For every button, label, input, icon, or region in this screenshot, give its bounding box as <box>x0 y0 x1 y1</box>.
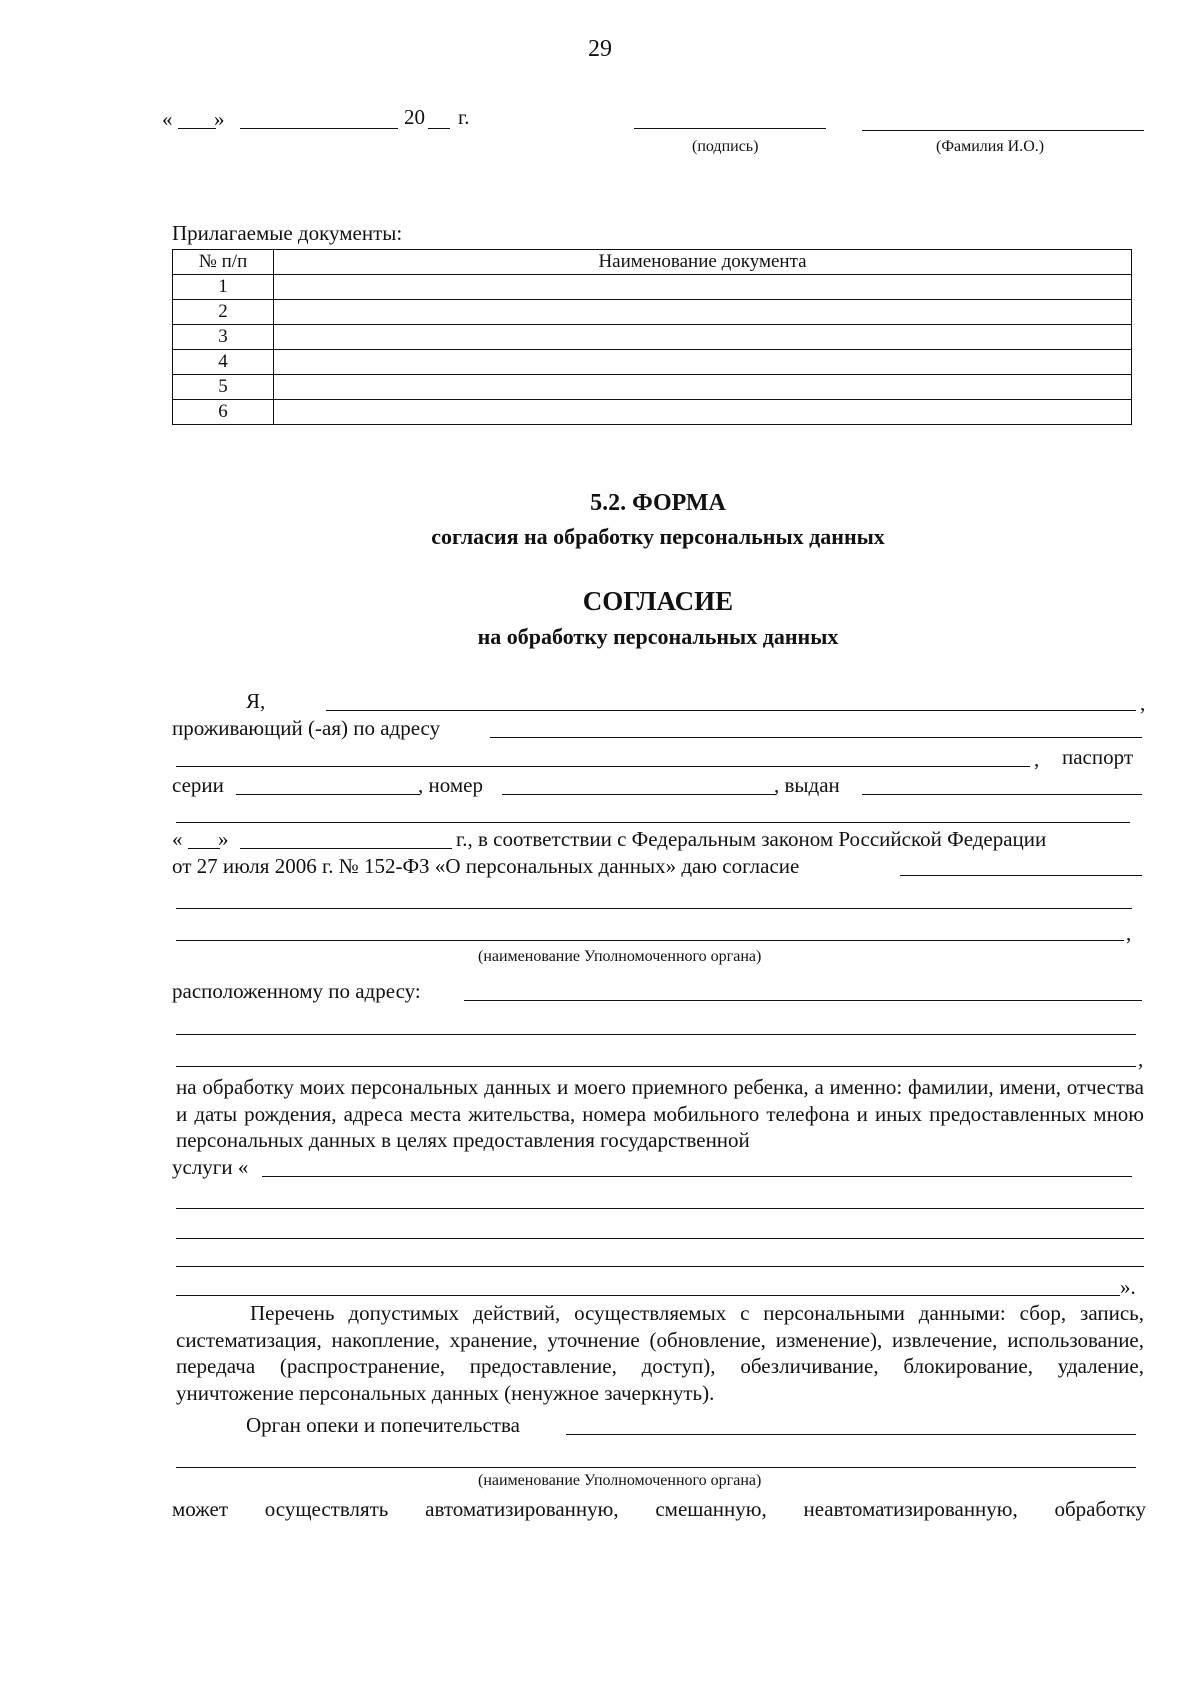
col-num-header: № п/п <box>173 250 274 275</box>
table-row <box>173 275 1132 300</box>
service-label: услуги « <box>172 1155 249 1179</box>
form-title: 5.2. ФОРМА <box>590 490 726 516</box>
table-header-row <box>173 250 1132 275</box>
address-field[interactable] <box>490 737 1142 738</box>
service-field[interactable] <box>262 1176 1132 1177</box>
issued-by-field-2[interactable] <box>176 822 1130 823</box>
service-field-2[interactable] <box>176 1208 1144 1209</box>
form-subtitle: согласия на обработку персональных данных <box>431 524 885 549</box>
guardianship-label: Орган опеки и попечительства <box>246 1413 520 1437</box>
row-number: 6 <box>173 400 274 425</box>
month-field[interactable] <box>240 128 398 129</box>
year-suffix: г. <box>458 105 470 129</box>
processing-paragraph: на обработку моих персональных данных и моего приемного ребенка, а именно: фамилии, имени, отчества и даты рождения, адреса места жительства, номера мобильного телефона и иных предоставленных мною персональных данных в целях предоставления государственной <box>176 1075 1144 1152</box>
authority-field-2[interactable] <box>176 940 1124 941</box>
full-name-field[interactable] <box>326 710 1136 711</box>
document-name-cell[interactable] <box>274 400 1132 425</box>
table-row <box>173 375 1132 400</box>
series-label: серии <box>172 773 224 797</box>
col-name-header: Наименование документа <box>274 250 1132 275</box>
consent-title: СОГЛАСИЕ <box>582 586 734 616</box>
authority-caption: (наименование Уполномоченного органа) <box>478 948 762 965</box>
issued-by-field[interactable] <box>862 794 1142 795</box>
guardianship-field-2[interactable] <box>176 1467 1136 1468</box>
row-number: 2 <box>173 300 274 325</box>
authority-field[interactable] <box>176 908 1132 909</box>
law-text-2: от 27 июля 2006 г. № 152-ФЗ «О персональных данных» даю согласие <box>172 854 800 878</box>
authority-caption-2: (наименование Уполномоченного органа) <box>478 1472 762 1489</box>
row-number: 4 <box>173 350 274 375</box>
passport-number-field[interactable] <box>502 794 776 795</box>
attachments-table <box>172 249 1132 425</box>
row-number: 1 <box>173 275 274 300</box>
residing-label: проживающий (-ая) по адресу <box>172 716 441 740</box>
issue-day-field[interactable] <box>188 848 220 849</box>
signature-field[interactable] <box>634 128 826 129</box>
passport-label: паспорт <box>1062 745 1134 769</box>
i-label: Я, <box>246 689 266 713</box>
law-text: г., в соответствии с Федеральным законом Российской Федерации <box>456 827 1047 851</box>
service-field-4[interactable] <box>176 1266 1144 1267</box>
document-name-cell[interactable] <box>274 350 1132 375</box>
service-field-3[interactable] <box>176 1238 1144 1239</box>
number-label: , номер <box>418 773 483 797</box>
comma: , <box>1140 691 1146 715</box>
final-line: может осуществлять автоматизированную, смешанную, неавтоматизированную, обработку <box>172 1497 1146 1521</box>
document-name-cell[interactable] <box>274 300 1132 325</box>
located-label: расположенному по адресу: <box>172 979 421 1003</box>
document-name-cell[interactable] <box>274 375 1132 400</box>
service-close-quote: ». <box>1120 1275 1136 1299</box>
guardianship-field[interactable] <box>566 1434 1136 1435</box>
date-open-quote: « <box>172 827 183 851</box>
attachments-heading: Прилагаемые документы: <box>172 221 403 245</box>
comma: , <box>1034 747 1040 771</box>
year-field[interactable] <box>428 128 450 129</box>
service-field-5[interactable] <box>176 1295 1120 1296</box>
page-number: 29 <box>588 36 612 62</box>
actions-paragraph: Перечень допустимых действий, осуществляемых с персональными данными: сбор, запись, систематизация, накопление, хранение, уточнение (обновление, изменение), извлечение, использование, передача (распространение, предоставление, доступ), обезличивание, блокирование, удаление, уничтожение персональных данных (ненужное зачеркнуть). <box>176 1301 1144 1405</box>
day-field[interactable] <box>178 128 216 129</box>
comma: , <box>1126 921 1132 945</box>
document-name-cell[interactable] <box>274 325 1132 350</box>
name-caption: (Фамилия И.О.) <box>936 138 1045 155</box>
date-open-quote: « <box>162 107 173 131</box>
authority-address-field-3[interactable] <box>176 1066 1136 1067</box>
consent-to-field[interactable] <box>900 875 1142 876</box>
table-row <box>173 400 1132 425</box>
row-number: 3 <box>173 325 274 350</box>
authority-address-field-2[interactable] <box>176 1034 1136 1035</box>
consent-subtitle: на обработку персональных данных <box>477 624 839 649</box>
row-number: 5 <box>173 375 274 400</box>
table-row <box>173 300 1132 325</box>
year-prefix: 20 <box>404 105 425 129</box>
date-close-quote: » <box>214 107 225 131</box>
signature-caption: (подпись) <box>692 138 759 155</box>
comma: , <box>1138 1047 1144 1071</box>
authority-address-field[interactable] <box>464 1000 1142 1001</box>
passport-series-field[interactable] <box>236 794 420 795</box>
issue-date-field[interactable] <box>240 848 452 849</box>
address-field-2[interactable] <box>176 766 1030 767</box>
document-name-cell[interactable] <box>274 275 1132 300</box>
table-row <box>173 325 1132 350</box>
issued-label: , выдан <box>774 773 840 797</box>
table-row <box>173 350 1132 375</box>
name-field[interactable] <box>862 130 1144 131</box>
date-close-quote: » <box>218 827 229 851</box>
